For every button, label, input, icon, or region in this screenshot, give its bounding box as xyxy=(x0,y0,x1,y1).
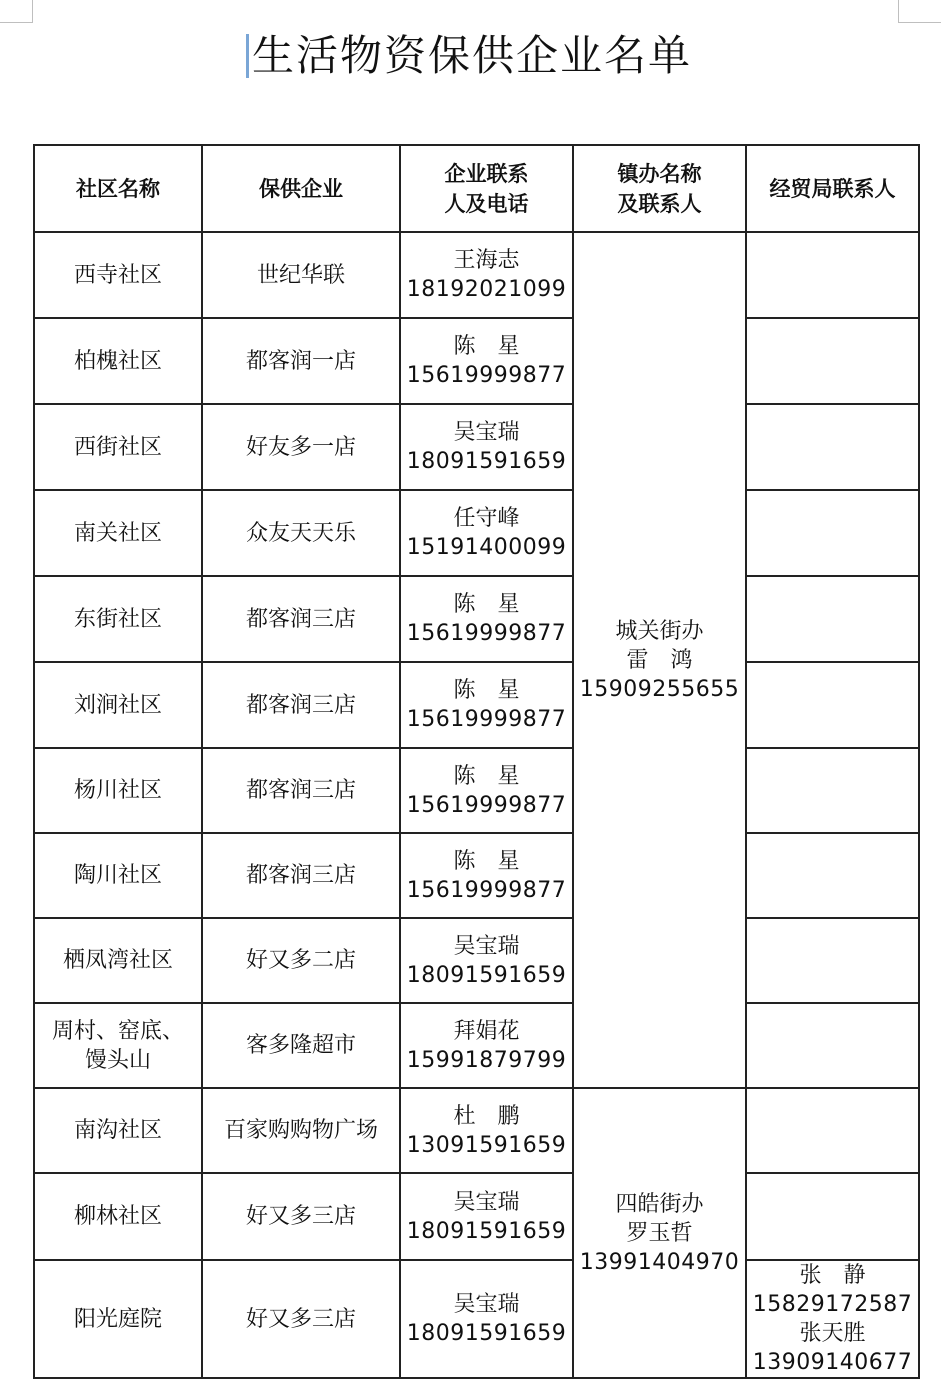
enterprise-cell: 好又多三店 xyxy=(202,1260,400,1378)
contact-cell: 吴宝瑞 18091591659 xyxy=(400,1173,573,1260)
community-cell: 周村、窑底、 馒头山 xyxy=(34,1003,202,1088)
table-row xyxy=(34,1260,919,1378)
bureau-cell xyxy=(746,1003,919,1088)
bureau-cell xyxy=(746,404,919,490)
title-area xyxy=(246,30,692,82)
community-cell: 南沟社区 xyxy=(34,1088,202,1173)
bureau-cell xyxy=(746,662,919,748)
contact-cell: 杜 鹏 13091591659 xyxy=(400,1088,573,1173)
header-office-contact: 镇办名称 及联系人 xyxy=(573,145,746,232)
enterprise-cell: 都客润三店 xyxy=(202,662,400,748)
contact-cell: 陈 星 15619999877 xyxy=(400,576,573,662)
header-bureau-contact: 经贸局联系人 xyxy=(746,145,919,232)
community-cell: 西街社区 xyxy=(34,404,202,490)
enterprise-cell: 世纪华联 xyxy=(202,232,400,318)
bureau-cell xyxy=(746,833,919,918)
enterprise-cell: 百家购购物广场 xyxy=(202,1088,400,1173)
bureau-cell xyxy=(746,748,919,833)
table-row xyxy=(34,662,919,748)
enterprise-cell: 都客润三店 xyxy=(202,748,400,833)
enterprise-cell: 好又多三店 xyxy=(202,1173,400,1260)
office-cell-chengguan: 城关街办 雷 鸿 15909255655 xyxy=(573,232,746,1088)
header-enterprise-contact: 企业联系 人及电话 xyxy=(400,145,573,232)
table-row xyxy=(34,1088,919,1173)
contact-cell: 任守峰 15191400099 xyxy=(400,490,573,576)
table-row xyxy=(34,1173,919,1260)
table-row xyxy=(34,318,919,404)
enterprise-cell: 客多隆超市 xyxy=(202,1003,400,1088)
enterprise-cell: 众友天天乐 xyxy=(202,490,400,576)
bureau-cell xyxy=(746,918,919,1003)
text-cursor xyxy=(246,34,249,78)
community-cell: 杨川社区 xyxy=(34,748,202,833)
community-cell: 栖凤湾社区 xyxy=(34,918,202,1003)
bureau-cell xyxy=(746,490,919,576)
contact-cell: 陈 星 15619999877 xyxy=(400,833,573,918)
community-cell: 西寺社区 xyxy=(34,232,202,318)
community-cell: 刘涧社区 xyxy=(34,662,202,748)
bureau-cell xyxy=(746,318,919,404)
enterprise-cell: 都客润一店 xyxy=(202,318,400,404)
enterprise-cell: 好又多二店 xyxy=(202,918,400,1003)
enterprise-cell: 好友多一店 xyxy=(202,404,400,490)
contact-cell: 吴宝瑞 18091591659 xyxy=(400,918,573,1003)
page-corner-mark-right xyxy=(898,0,941,23)
table-row xyxy=(34,1003,919,1088)
bureau-cell xyxy=(746,1173,919,1260)
enterprise-cell: 都客润三店 xyxy=(202,576,400,662)
enterprise-cell: 都客润三店 xyxy=(202,833,400,918)
table-row xyxy=(34,918,919,1003)
community-cell: 阳光庭院 xyxy=(34,1260,202,1378)
contact-cell: 吴宝瑞 18091591659 xyxy=(400,404,573,490)
header-enterprise: 保供企业 xyxy=(202,145,400,232)
table-row xyxy=(34,833,919,918)
contact-cell: 拜娟花 15991879799 xyxy=(400,1003,573,1088)
bureau-cell xyxy=(746,1088,919,1173)
community-cell: 东街社区 xyxy=(34,576,202,662)
bureau-cell xyxy=(746,576,919,662)
community-cell: 柏槐社区 xyxy=(34,318,202,404)
community-cell: 陶川社区 xyxy=(34,833,202,918)
contact-cell: 吴宝瑞 18091591659 xyxy=(400,1260,573,1378)
contact-cell: 王海志 18192021099 xyxy=(400,232,573,318)
page-title[interactable]: 生活物资保供企业名单 xyxy=(252,31,693,80)
page-corner-mark-left xyxy=(0,0,33,23)
table-row xyxy=(34,404,919,490)
bureau-cell xyxy=(746,232,919,318)
contact-cell: 陈 星 15619999877 xyxy=(400,662,573,748)
bureau-contact-list: 张 静 15829172587 张天胜 13909140677 xyxy=(752,1263,913,1375)
contact-cell: 陈 星 15619999877 xyxy=(400,318,573,404)
table-row xyxy=(34,748,919,833)
contact-cell: 陈 星 15619999877 xyxy=(400,748,573,833)
header-row xyxy=(34,145,919,232)
supplier-table xyxy=(33,144,920,1379)
table-row xyxy=(34,232,919,318)
table-row xyxy=(34,576,919,662)
bureau-cell-filled xyxy=(746,1260,919,1378)
office-cell-sihao: 四皓街办 罗玉哲 13991404970 xyxy=(573,1088,746,1378)
header-community: 社区名称 xyxy=(34,145,202,232)
table-row xyxy=(34,490,919,576)
community-cell: 柳林社区 xyxy=(34,1173,202,1260)
community-cell: 南关社区 xyxy=(34,490,202,576)
